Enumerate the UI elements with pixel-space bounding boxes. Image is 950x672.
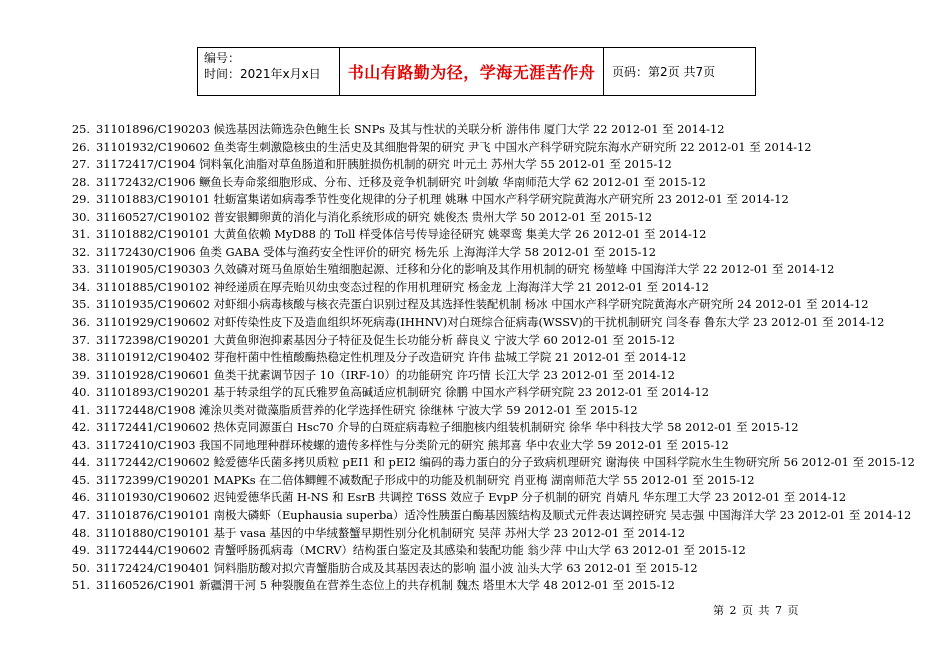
item-text: 31101905/C190303 久效磷对斑马鱼原始生殖细胞起源、迁移和分化的影响及其作用机制的研究 杨堃峰 中国海洋大学 22 2012-01 至 2014-12	[96, 262, 835, 277]
item-number: 42.	[71, 420, 90, 435]
list-item	[66, 226, 936, 244]
item-text: 31172417/C1904 饲料氧化油脂对草鱼肠道和肝胰脏损伤机制的研究 叶元土 苏州大学 55 2012-01 至 2015-12	[96, 157, 672, 172]
item-text: 31101932/C190602 鱼类寄生刺激隐核虫的生活史及其细胞骨架的研究 尹飞 中国水产科学研究院东海水产研究所 22 2012-01 至 2014-12	[96, 139, 812, 154]
item-number: 39.	[71, 367, 90, 382]
list-item	[66, 349, 936, 367]
list-item	[66, 384, 936, 402]
item-number: 46.	[71, 490, 90, 505]
list-item	[66, 332, 936, 350]
item-number: 41.	[71, 402, 90, 417]
time-label: 时间：2021年x月x日	[204, 67, 321, 81]
list-item	[66, 402, 936, 420]
list-item	[66, 191, 936, 209]
item-number: 33.	[71, 262, 90, 277]
list-item	[66, 560, 936, 578]
item-number: 48.	[71, 525, 90, 540]
item-text: 31101929/C190602 对虾传染性皮下及造血组织坏死病毒(IHHNV)对白斑综合征病毒(WSSV)的干扰机制研究 闫冬春 鲁东大学 23 2012-01 至 2014-12	[96, 315, 885, 330]
list-item	[66, 244, 936, 262]
list-item	[66, 577, 936, 595]
item-number: 35.	[71, 297, 90, 312]
item-number: 38.	[71, 350, 90, 365]
item-text: 31172432/C1906 鳜鱼长寿命浆细胞形成、分布、迁移及竞争机制研究 叶剑敏 华南师范大学 62 2012-01 至 2015-12	[96, 174, 706, 189]
item-text: 31101876/C190101 南极大磷虾（Euphausia superba）适冷性胰蛋白酶基因簇结构及顺式元件表达调控研究 吴志强 中国海洋大学 23 2012-01 至 2014-12	[96, 508, 912, 523]
list-item	[66, 296, 936, 314]
list-item	[66, 419, 936, 437]
item-number: 32.	[71, 244, 90, 259]
item-number: 47.	[71, 508, 90, 523]
list-item	[66, 507, 936, 525]
item-number: 29.	[71, 192, 90, 207]
list-item	[66, 314, 936, 332]
item-text: 31101883/C190101 牡蛎富集诺如病毒季节性变化规律的分子机理 姚琳 中国水产科学研究院黄海水产研究所 23 2012-01 至 2014-12	[96, 192, 789, 207]
item-text: 31101928/C190601 鱼类干扰素调节因子 10（IRF-10）的功能研究 许巧情 长江大学 23 2012-01 至 2014-12	[96, 367, 675, 382]
item-text: 31172448/C1908 滩涂贝类对微藻脂质营养的化学选择性研究 徐继林 宁波大学 59 2012-01 至 2015-12	[96, 402, 638, 417]
item-text: 31172430/C1906 鱼类 GABA 受体与渔药安全性评价的研究 杨先乐 上海海洋大学 58 2012-01 至 2015-12	[96, 244, 656, 259]
list-item	[66, 525, 936, 543]
item-text: 31101885/C190102 神经递质在厚壳贻贝幼虫变态过程的作用机理研究 杨金龙 上海海洋大学 21 2012-01 至 2014-12	[96, 279, 710, 294]
item-text: 31172444/C190602 青蟹呼肠孤病毒（MCRV）结构蛋白鉴定及其感染和装配功能 翁少萍 中山大学 63 2012-01 至 2015-12	[96, 543, 746, 558]
item-number: 26.	[71, 139, 90, 154]
item-number: 28.	[71, 174, 90, 189]
list-item	[66, 472, 936, 490]
list-item	[66, 121, 936, 139]
item-number: 37.	[71, 332, 90, 347]
list-item	[66, 454, 936, 472]
item-text: 31101912/C190402 芽孢杆菌中性植酸酶热稳定性机理及分子改造研究 许伟 盐城工学院 21 2012-01 至 2014-12	[96, 350, 687, 365]
list-item	[66, 367, 936, 385]
item-number: 44.	[71, 455, 90, 470]
item-number: 25.	[71, 122, 90, 136]
list-item	[66, 209, 936, 227]
number-label: 编号：	[204, 51, 241, 65]
item-text: 31101935/C190602 对虾细小病毒核酸与核衣壳蛋白识别过程及其选择性装配机制 杨冰 中国水产科学研究院黄海水产研究所 24 2012-01 至 2014-12	[96, 297, 869, 312]
item-text: 31172410/C1903 我国不同地理种群环棱螺的遗传多样性与分类阶元的研究 熊邦喜 华中农业大学 59 2012-01 至 2015-12	[96, 437, 729, 452]
project-list	[66, 121, 936, 595]
item-number: 34.	[71, 279, 90, 294]
item-text: 31172398/C190201 大黄鱼卵泡抑素基因分子特征及促生长功能分析 薛良义 宁波大学 60 2012-01 至 2015-12	[96, 332, 675, 347]
list-item	[66, 542, 936, 560]
item-number: 30.	[71, 209, 90, 224]
item-text: 31172399/C190201 MAPKs 在二倍体鲫鲤不减数配子形成中的功能及机制研究 肖亚梅 湖南师范大学 55 2012-01 至 2015-12	[96, 472, 755, 487]
item-number: 51.	[71, 578, 90, 593]
header-motto: 书山有路勤为径，学海无涯苦作舟	[340, 48, 604, 95]
list-item	[66, 489, 936, 507]
item-text: 31160526/C1901 新疆渭干河 5 种裂腹鱼在营养生态位上的共存机制 魏杰 塔里木大学 48 2012-01 至 2015-12	[96, 578, 675, 593]
item-text: 31172441/C190602 热休克同源蛋白 Hsc70 介导的白斑症病毒粒子细胞核内组装机制研究 徐华 华中科技大学 58 2012-01 至 2015-12	[96, 420, 799, 435]
list-item	[66, 261, 936, 279]
item-text: 31172442/C190602 鲶爱德华氏菌多拷贝质粒 pEI1 和 pEI2 编码的毒力蛋白的分子致病机理研究 谢海侠 中国科学院水生生物研究所 56 2012-01 至 2015-12	[96, 455, 915, 470]
item-text: 31101896/C190203 候选基因法筛选杂色鲍生长 SNPs 及其与性状的关联分析 游伟伟 厦门大学 22 2012-01 至 2014-12	[96, 122, 725, 136]
list-item	[66, 279, 936, 297]
item-number: 45.	[71, 472, 90, 487]
item-number: 40.	[71, 385, 90, 400]
list-item	[66, 156, 936, 174]
item-text: 31160527/C190102 普安银鲫卵黄的消化与消化系统形成的研究 姚俊杰 贵州大学 50 2012-01 至 2015-12	[96, 209, 653, 224]
list-item	[66, 437, 936, 455]
item-text: 31101893/C190201 基于转录组学的瓦氏雅罗鱼高碱适应机制研究 徐鹏 中国水产科学研究院 23 2012-01 至 2014-12	[96, 385, 710, 400]
list-item	[66, 174, 936, 192]
item-text: 31101882/C190101 大黄鱼依赖 MyD88 的 Toll 样受体信号传导途径研究 姚翠鸾 集美大学 26 2012-01 至 2014-12	[96, 227, 707, 242]
item-number: 49.	[71, 543, 90, 558]
item-number: 36.	[71, 315, 90, 330]
item-number: 31.	[71, 227, 90, 242]
item-number: 27.	[71, 157, 90, 172]
header-meta	[198, 48, 340, 95]
page-header	[197, 47, 756, 96]
item-text: 31101880/C190101 基于 vasa 基因的中华绒螯蟹早期性别分化机制研究 吴萍 苏州大学 23 2012-01 至 2014-12	[96, 525, 686, 540]
header-page-info: 页码：第2页 共7页	[612, 65, 716, 79]
item-text: 31101930/C190602 迟钝爱德华氏菌 H-NS 和 EsrB 共调控 T6SS 效应子 EvpP 分子机制的研究 肖婧凡 华东理工大学 23 2012-01 至 2014-12	[96, 490, 847, 505]
list-item	[66, 139, 936, 157]
item-text: 31172424/C190401 饲料脂肪酸对拟穴青蟹脂肪合成及其基因表达的影响 温小波 汕头大学 63 2012-01 至 2015-12	[96, 560, 698, 575]
item-number: 43.	[71, 437, 90, 452]
item-number: 50.	[71, 560, 90, 575]
page-footer: 第 2 页 共 7 页	[713, 604, 800, 617]
